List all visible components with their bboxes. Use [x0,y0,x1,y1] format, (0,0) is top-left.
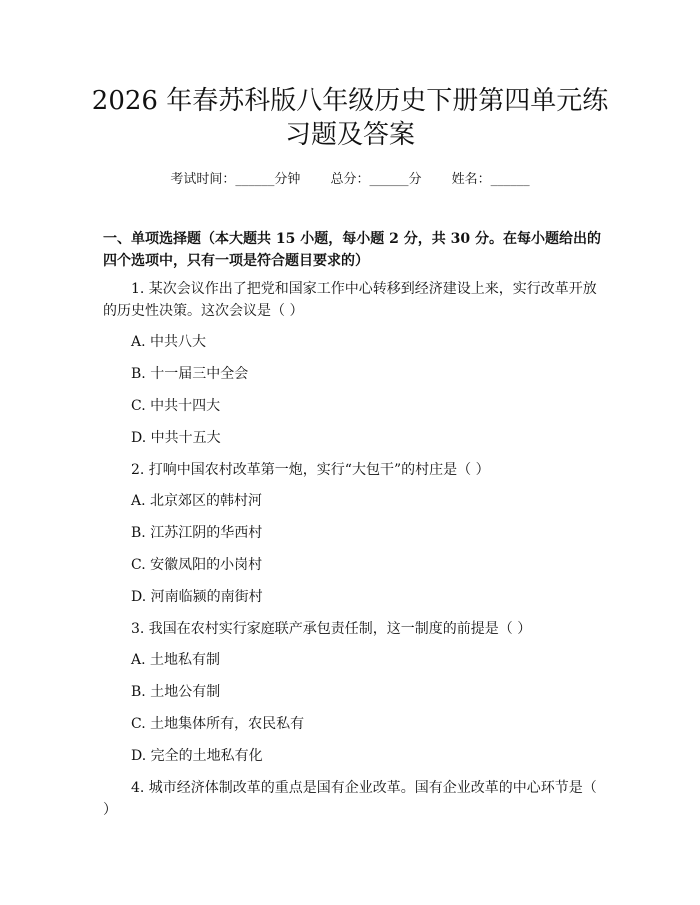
question-2-stem: 2. 打响中国农村改革第一炮，实行“大包干”的村庄是（ ） [131,462,490,478]
question-1-option-c: C. 中共十四大 [131,398,221,414]
question-1-option-d: D. 中共十五大 [131,430,221,446]
question-3-stem: 3. 我国在农村实行家庭联产承包责任制，这一制度的前提是（ ） [131,621,532,637]
section-title: 一、单项选择题（本大题共 15 小题，每小题 2 分，共 30 分。在每小题给出的四个选项中，只有一项是符合题目要求的） [103,231,601,269]
question-2-option-a: A. 北京郊区的韩村河 [131,493,263,509]
name-field: 姓名：______ [451,172,530,187]
question-3-option-c: C. 土地集体所有，农民私有 [131,716,305,732]
question-2-option-d: D. 河南临颍的南街村 [131,589,263,605]
question-1-stem: 1. 某次会议作出了把党和国家工作中心转移到经济建设上来，实行改革开放的历史性决策。这次会议是（ ） [103,281,597,319]
exam-time-field: 考试时间：______分钟 [170,172,301,187]
question-3-option-a: A. 土地私有制 [131,652,221,668]
exam-info-line [0,168,700,187]
question-4-stem: 4. 城市经济体制改革的重点是国有企业改革。国有企业改革的中心环节是（ ） [103,780,597,818]
question-2-option-c: C. 安徽凤阳的小岗村 [131,557,263,573]
question-3-option-b: B. 土地公有制 [131,684,221,700]
question-1-option-b: B. 十一届三中全会 [131,366,249,382]
question-3-option-d: D. 完全的土地私有化 [131,748,263,764]
total-score-field: 总分：______分 [330,172,422,187]
question-1-option-a: A. 中共八大 [131,334,207,350]
document-title-line-2: 习题及答案 [284,120,415,150]
question-2-option-b: B. 江苏江阴的华西村 [131,525,263,541]
document-title-line-1: 2026 年春苏科版八年级历史下册第四单元练 [91,86,609,116]
